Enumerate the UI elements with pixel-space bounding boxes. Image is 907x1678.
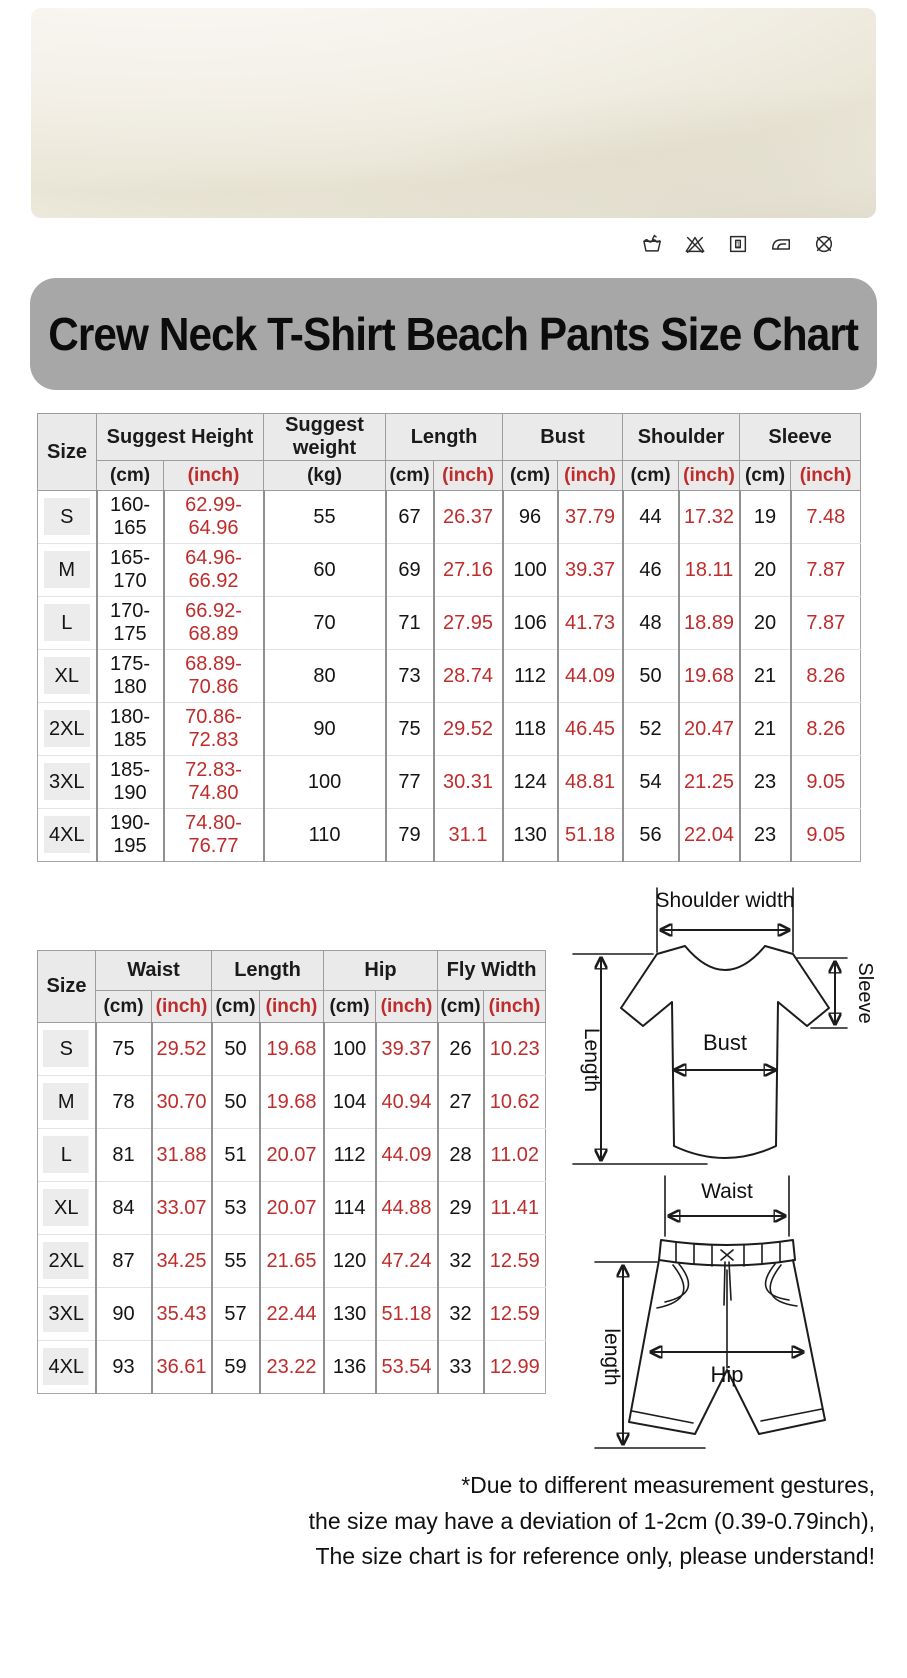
do-not-dry-clean-icon bbox=[813, 233, 835, 255]
unit-header: (cm) bbox=[740, 461, 791, 491]
value-cell: 41.73 bbox=[558, 597, 623, 650]
unit-header: (cm) bbox=[97, 461, 164, 491]
tshirt-label-bust: Bust bbox=[702, 1030, 748, 1055]
tshirt-measurement-diagram bbox=[545, 880, 907, 1214]
value-cell: 112 bbox=[324, 1129, 376, 1182]
table-row bbox=[38, 1129, 546, 1182]
size-cell: XL bbox=[38, 1182, 96, 1235]
unit-header: (inch) bbox=[260, 991, 324, 1023]
size-cell: 3XL bbox=[38, 1288, 96, 1341]
value-cell: 48.81 bbox=[558, 756, 623, 809]
unit-header: (cm) bbox=[96, 991, 152, 1023]
value-cell: 27.16 bbox=[434, 544, 503, 597]
value-cell: 18.11 bbox=[679, 544, 740, 597]
unit-header: (inch) bbox=[484, 991, 546, 1023]
value-cell: 21 bbox=[740, 703, 791, 756]
value-cell: 106 bbox=[503, 597, 558, 650]
value-cell: 100 bbox=[503, 544, 558, 597]
table-row bbox=[38, 1076, 546, 1129]
value-cell: 70 bbox=[264, 597, 386, 650]
value-cell: 120 bbox=[324, 1235, 376, 1288]
value-cell: 19 bbox=[740, 491, 791, 544]
value-cell: 55 bbox=[264, 491, 386, 544]
value-cell: 66.92-68.89 bbox=[164, 597, 264, 650]
value-cell: 44.88 bbox=[376, 1182, 438, 1235]
column-header-fly-width: Fly Width bbox=[438, 951, 546, 991]
column-header-shoulder: Shoulder bbox=[623, 414, 740, 461]
fabric-photo bbox=[31, 8, 876, 218]
value-cell: 90 bbox=[96, 1288, 152, 1341]
size-cell: XL bbox=[38, 650, 97, 703]
value-cell: 62.99-64.96 bbox=[164, 491, 264, 544]
unit-header-row bbox=[38, 991, 546, 1023]
value-cell: 8.26 bbox=[791, 703, 861, 756]
value-cell: 44.09 bbox=[558, 650, 623, 703]
value-cell: 32 bbox=[438, 1235, 484, 1288]
shorts-label-hip: Hip bbox=[710, 1362, 744, 1387]
value-cell: 12.59 bbox=[484, 1288, 546, 1341]
value-cell: 87 bbox=[96, 1235, 152, 1288]
column-header-suggest-weight: Suggest weight bbox=[264, 414, 386, 461]
group-header-row bbox=[38, 951, 546, 991]
column-header-sleeve: Sleeve bbox=[740, 414, 861, 461]
unit-header: (cm) bbox=[386, 461, 434, 491]
tshirt-label-sleeve: Sleeve bbox=[854, 962, 876, 1024]
value-cell: 27.95 bbox=[434, 597, 503, 650]
value-cell: 39.37 bbox=[376, 1023, 438, 1076]
value-cell: 96 bbox=[503, 491, 558, 544]
unit-header: (inch) bbox=[152, 991, 212, 1023]
value-cell: 12.99 bbox=[484, 1341, 546, 1394]
value-cell: 170-175 bbox=[97, 597, 164, 650]
unit-header: (inch) bbox=[679, 461, 740, 491]
value-cell: 7.48 bbox=[791, 491, 861, 544]
column-header-length: Length bbox=[386, 414, 503, 461]
value-cell: 39.37 bbox=[558, 544, 623, 597]
table-row bbox=[38, 544, 861, 597]
value-cell: 35.43 bbox=[152, 1288, 212, 1341]
value-cell: 19.68 bbox=[260, 1023, 324, 1076]
value-cell: 26 bbox=[438, 1023, 484, 1076]
value-cell: 80 bbox=[264, 650, 386, 703]
value-cell: 22.44 bbox=[260, 1288, 324, 1341]
value-cell: 130 bbox=[324, 1288, 376, 1341]
value-cell: 10.23 bbox=[484, 1023, 546, 1076]
value-cell: 67 bbox=[386, 491, 434, 544]
size-cell: 4XL bbox=[38, 809, 97, 862]
value-cell: 51.18 bbox=[558, 809, 623, 862]
value-cell: 19.68 bbox=[679, 650, 740, 703]
do-not-bleach-icon bbox=[684, 233, 706, 255]
value-cell: 29.52 bbox=[434, 703, 503, 756]
value-cell: 79 bbox=[386, 809, 434, 862]
value-cell: 17.32 bbox=[679, 491, 740, 544]
value-cell: 190-195 bbox=[97, 809, 164, 862]
unit-header: (cm) bbox=[438, 991, 484, 1023]
value-cell: 74.80-76.77 bbox=[164, 809, 264, 862]
column-header-waist: Waist bbox=[96, 951, 212, 991]
unit-header: (inch) bbox=[434, 461, 503, 491]
size-cell: 2XL bbox=[38, 1235, 96, 1288]
value-cell: 11.02 bbox=[484, 1129, 546, 1182]
svg-text:1: 1 bbox=[736, 241, 740, 249]
value-cell: 22.04 bbox=[679, 809, 740, 862]
value-cell: 40.94 bbox=[376, 1076, 438, 1129]
value-cell: 12.59 bbox=[484, 1235, 546, 1288]
unit-header: (cm) bbox=[212, 991, 260, 1023]
table-row bbox=[38, 1235, 546, 1288]
value-cell: 72.83-74.80 bbox=[164, 756, 264, 809]
value-cell: 175-180 bbox=[97, 650, 164, 703]
value-cell: 118 bbox=[503, 703, 558, 756]
value-cell: 26.37 bbox=[434, 491, 503, 544]
unit-header: (cm) bbox=[623, 461, 679, 491]
size-cell: 4XL bbox=[38, 1341, 96, 1394]
value-cell: 70.86-72.83 bbox=[164, 703, 264, 756]
value-cell: 23 bbox=[740, 756, 791, 809]
value-cell: 165-170 bbox=[97, 544, 164, 597]
value-cell: 53 bbox=[212, 1182, 260, 1235]
value-cell: 36.61 bbox=[152, 1341, 212, 1394]
unit-header: (inch) bbox=[791, 461, 861, 491]
value-cell: 71 bbox=[386, 597, 434, 650]
unit-header-row bbox=[38, 461, 861, 491]
value-cell: 90 bbox=[264, 703, 386, 756]
value-cell: 46.45 bbox=[558, 703, 623, 756]
table-row bbox=[38, 650, 861, 703]
table-row bbox=[38, 491, 861, 544]
value-cell: 56 bbox=[623, 809, 679, 862]
value-cell: 75 bbox=[96, 1023, 152, 1076]
value-cell: 33.07 bbox=[152, 1182, 212, 1235]
column-header-suggest-height: Suggest Height bbox=[97, 414, 264, 461]
value-cell: 185-190 bbox=[97, 756, 164, 809]
column-header-size: Size bbox=[38, 414, 97, 491]
value-cell: 93 bbox=[96, 1341, 152, 1394]
tumble-dry-1-icon bbox=[727, 233, 749, 255]
value-cell: 112 bbox=[503, 650, 558, 703]
value-cell: 55 bbox=[212, 1235, 260, 1288]
size-cell: M bbox=[38, 544, 97, 597]
unit-header: (cm) bbox=[324, 991, 376, 1023]
value-cell: 44 bbox=[623, 491, 679, 544]
shorts-measurement-diagram bbox=[545, 1170, 907, 1478]
value-cell: 9.05 bbox=[791, 809, 861, 862]
value-cell: 23.22 bbox=[260, 1341, 324, 1394]
table-row bbox=[38, 1341, 546, 1394]
size-cell: M bbox=[38, 1076, 96, 1129]
table-row bbox=[38, 703, 861, 756]
table-row bbox=[38, 756, 861, 809]
value-cell: 21 bbox=[740, 650, 791, 703]
value-cell: 52 bbox=[623, 703, 679, 756]
value-cell: 7.87 bbox=[791, 544, 861, 597]
value-cell: 180-185 bbox=[97, 703, 164, 756]
unit-header: (cm) bbox=[503, 461, 558, 491]
title-banner bbox=[30, 278, 877, 390]
disclaimer-line: The size chart is for reference only, please understand! bbox=[315, 1543, 875, 1570]
value-cell: 30.70 bbox=[152, 1076, 212, 1129]
column-header-size: Size bbox=[38, 951, 96, 1023]
value-cell: 68.89-70.86 bbox=[164, 650, 264, 703]
value-cell: 21.25 bbox=[679, 756, 740, 809]
value-cell: 54 bbox=[623, 756, 679, 809]
disclaimer-text bbox=[309, 1468, 875, 1575]
value-cell: 20.07 bbox=[260, 1129, 324, 1182]
value-cell: 21.65 bbox=[260, 1235, 324, 1288]
value-cell: 78 bbox=[96, 1076, 152, 1129]
value-cell: 9.05 bbox=[791, 756, 861, 809]
value-cell: 57 bbox=[212, 1288, 260, 1341]
column-header-hip: Hip bbox=[324, 951, 438, 991]
iron-icon bbox=[770, 233, 792, 255]
unit-header: (inch) bbox=[558, 461, 623, 491]
value-cell: 53.54 bbox=[376, 1341, 438, 1394]
value-cell: 8.26 bbox=[791, 650, 861, 703]
value-cell: 33 bbox=[438, 1341, 484, 1394]
value-cell: 18.89 bbox=[679, 597, 740, 650]
value-cell: 50 bbox=[212, 1076, 260, 1129]
value-cell: 28 bbox=[438, 1129, 484, 1182]
tshirt-label-length: Length bbox=[580, 1027, 603, 1093]
table-row bbox=[38, 1288, 546, 1341]
column-header-length: Length bbox=[212, 951, 324, 991]
size-cell: L bbox=[38, 1129, 96, 1182]
value-cell: 46 bbox=[623, 544, 679, 597]
value-cell: 100 bbox=[324, 1023, 376, 1076]
value-cell: 84 bbox=[96, 1182, 152, 1235]
value-cell: 20.47 bbox=[679, 703, 740, 756]
value-cell: 69 bbox=[386, 544, 434, 597]
value-cell: 130 bbox=[503, 809, 558, 862]
value-cell: 50 bbox=[212, 1023, 260, 1076]
value-cell: 19.68 bbox=[260, 1076, 324, 1129]
disclaimer-line: the size may have a deviation of 1-2cm (0.39-0.79inch), bbox=[308, 1507, 875, 1534]
value-cell: 20.07 bbox=[260, 1182, 324, 1235]
value-cell: 77 bbox=[386, 756, 434, 809]
pants-size-table bbox=[37, 950, 546, 1394]
value-cell: 59 bbox=[212, 1341, 260, 1394]
value-cell: 160-165 bbox=[97, 491, 164, 544]
value-cell: 7.87 bbox=[791, 597, 861, 650]
hand-wash-icon bbox=[641, 233, 663, 255]
value-cell: 11.41 bbox=[484, 1182, 546, 1235]
table-row bbox=[38, 597, 861, 650]
value-cell: 110 bbox=[264, 809, 386, 862]
tshirt-size-table bbox=[37, 413, 861, 862]
value-cell: 50 bbox=[623, 650, 679, 703]
shorts-label-length: length bbox=[600, 1328, 623, 1386]
value-cell: 60 bbox=[264, 544, 386, 597]
unit-header: (inch) bbox=[376, 991, 438, 1023]
size-cell: S bbox=[38, 1023, 96, 1076]
value-cell: 64.96-66.92 bbox=[164, 544, 264, 597]
size-cell: S bbox=[38, 491, 97, 544]
value-cell: 10.62 bbox=[484, 1076, 546, 1129]
value-cell: 51 bbox=[212, 1129, 260, 1182]
value-cell: 28.74 bbox=[434, 650, 503, 703]
value-cell: 48 bbox=[623, 597, 679, 650]
value-cell: 73 bbox=[386, 650, 434, 703]
value-cell: 37.79 bbox=[558, 491, 623, 544]
value-cell: 31.1 bbox=[434, 809, 503, 862]
value-cell: 75 bbox=[386, 703, 434, 756]
care-icons-row bbox=[641, 233, 835, 255]
disclaimer-line: *Due to different measurement gestures, bbox=[461, 1472, 875, 1498]
tshirt-label-shoulder-width: Shoulder width bbox=[655, 889, 795, 912]
shorts-label-waist: Waist bbox=[701, 1180, 753, 1203]
table-row bbox=[38, 1182, 546, 1235]
group-header-row bbox=[38, 414, 861, 461]
value-cell: 20 bbox=[740, 597, 791, 650]
value-cell: 100 bbox=[264, 756, 386, 809]
value-cell: 31.88 bbox=[152, 1129, 212, 1182]
value-cell: 23 bbox=[740, 809, 791, 862]
value-cell: 136 bbox=[324, 1341, 376, 1394]
size-cell: L bbox=[38, 597, 97, 650]
unit-header: (inch) bbox=[164, 461, 264, 491]
value-cell: 124 bbox=[503, 756, 558, 809]
value-cell: 27 bbox=[438, 1076, 484, 1129]
value-cell: 29.52 bbox=[152, 1023, 212, 1076]
value-cell: 114 bbox=[324, 1182, 376, 1235]
value-cell: 32 bbox=[438, 1288, 484, 1341]
page-title: Crew Neck T-Shirt Beach Pants Size Chart bbox=[48, 308, 859, 360]
value-cell: 104 bbox=[324, 1076, 376, 1129]
table-row bbox=[38, 1023, 546, 1076]
value-cell: 51.18 bbox=[376, 1288, 438, 1341]
value-cell: 34.25 bbox=[152, 1235, 212, 1288]
value-cell: 29 bbox=[438, 1182, 484, 1235]
value-cell: 81 bbox=[96, 1129, 152, 1182]
table-row bbox=[38, 809, 861, 862]
value-cell: 47.24 bbox=[376, 1235, 438, 1288]
size-cell: 2XL bbox=[38, 703, 97, 756]
value-cell: 30.31 bbox=[434, 756, 503, 809]
unit-header: (kg) bbox=[264, 461, 386, 491]
size-cell: 3XL bbox=[38, 756, 97, 809]
value-cell: 20 bbox=[740, 544, 791, 597]
column-header-bust: Bust bbox=[503, 414, 623, 461]
value-cell: 44.09 bbox=[376, 1129, 438, 1182]
